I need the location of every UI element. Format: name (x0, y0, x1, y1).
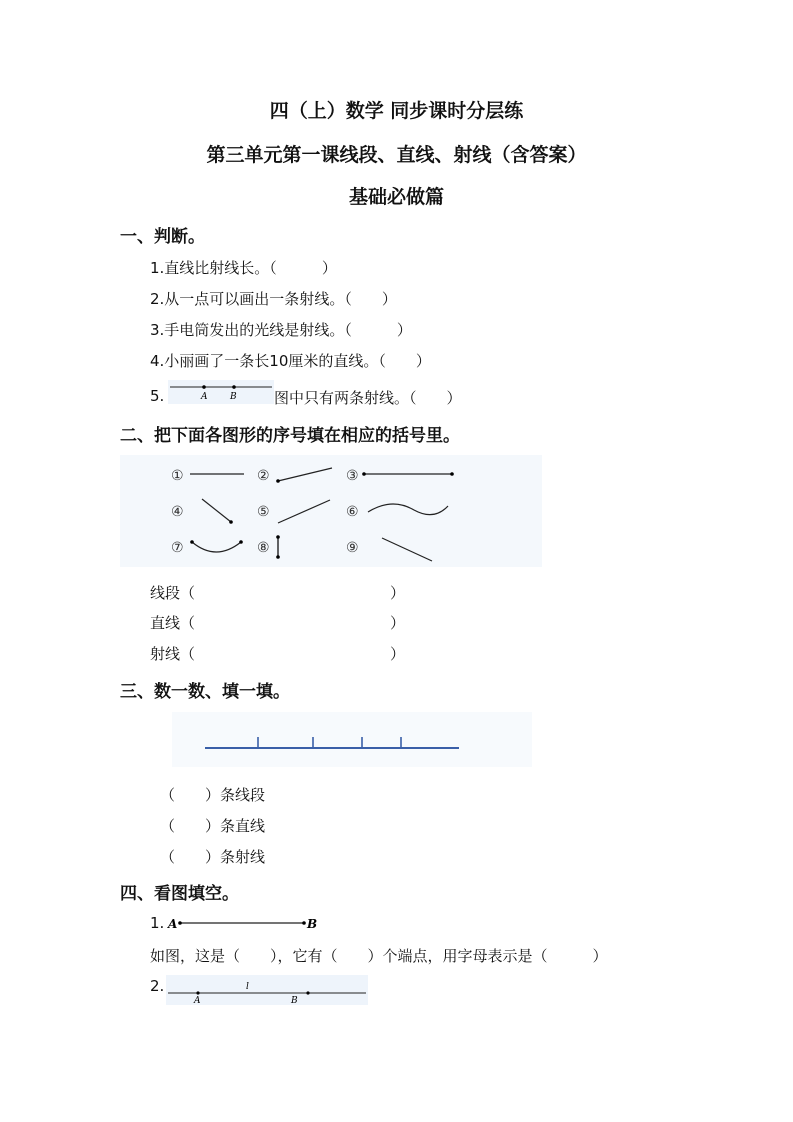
shape-3-endpoint-a (362, 472, 366, 476)
point-b (302, 921, 306, 925)
figure-background (172, 712, 532, 767)
judge-item-2: 2.从一点可以画出一条射线。（ ） (150, 290, 397, 308)
segment-ab-figure (166, 913, 326, 935)
answer-segment: 线段（ ） (150, 584, 406, 602)
count-segments: （ ）条线段 (160, 786, 266, 804)
section-3-heading: 三、数一数、填一填。 (120, 682, 290, 702)
label-l: l (246, 982, 249, 992)
label-a: A (194, 996, 201, 1005)
line-l-figure (166, 975, 368, 1005)
level-title: 基础必做篇 (348, 186, 444, 208)
point-b (232, 385, 236, 389)
shape-number-3: ③ (346, 468, 359, 484)
shape-number-9: ⑨ (346, 540, 359, 556)
section-2-heading: 二、把下面各图形的序号填在相应的括号里。 (120, 426, 460, 446)
fill-item-1-prefix: 1. (150, 914, 165, 932)
shapes-figure (120, 455, 542, 567)
count-lines: （ ）条直线 (160, 817, 266, 835)
judge-item-5-prefix: 5. (150, 387, 165, 405)
answer-ray: 射线（ ） (150, 645, 406, 663)
judge-item-4: 4.小丽画了一条长10厘米的直线。（ ） (150, 352, 431, 370)
label-a: A (168, 917, 178, 931)
shape-4-endpoint (229, 520, 233, 524)
shape-number-6: ⑥ (346, 504, 359, 520)
section-1-heading: 一、判断。 (120, 227, 205, 247)
point-a (202, 385, 206, 389)
figure-background (168, 380, 274, 404)
shape-8-endpoint-b (276, 555, 280, 559)
label-b: B (291, 996, 298, 1005)
shape-number-1: ① (171, 468, 184, 484)
shape-number-8: ⑧ (257, 540, 270, 556)
fill-item-2-prefix: 2. (150, 977, 165, 995)
label-b: B (230, 392, 237, 402)
shape-number-4: ④ (171, 504, 184, 520)
label-b: B (307, 917, 318, 931)
page-subtitle: 第三单元第一课线段、直线、射线（含答案） (206, 144, 587, 166)
section-4-heading: 四、看图填空。 (120, 884, 239, 904)
counting-figure (172, 712, 532, 767)
fill-item-1-text: 如图，这是（ ），它有（ ）个端点，用字母表示是（ ） (150, 947, 608, 965)
shape-number-7: ⑦ (171, 540, 184, 556)
point-b (306, 991, 309, 994)
point-a (178, 921, 182, 925)
judge-item-3: 3.手电筒发出的光线是射线。（ ） (150, 321, 412, 339)
judge-item-5-text: 图中只有两条射线。（ ） (274, 389, 462, 407)
judge-item-1: 1.直线比射线长。（ ） (150, 259, 337, 277)
shape-7-endpoint-a (190, 540, 194, 544)
shape-number-5: ⑤ (257, 504, 270, 520)
shape-number-2: ② (257, 468, 270, 484)
answer-line: 直线（ ） (150, 614, 406, 632)
point-a (196, 991, 199, 994)
two-rays-figure (168, 380, 274, 404)
shape-3-endpoint-b (450, 472, 454, 476)
count-rays: （ ）条射线 (160, 848, 266, 866)
page-title: 四（上）数学 同步课时分层练 (269, 100, 524, 122)
label-a: A (201, 392, 208, 402)
shape-2-endpoint (276, 479, 280, 483)
shape-8-endpoint-a (276, 535, 280, 539)
shape-7-endpoint-b (239, 540, 243, 544)
